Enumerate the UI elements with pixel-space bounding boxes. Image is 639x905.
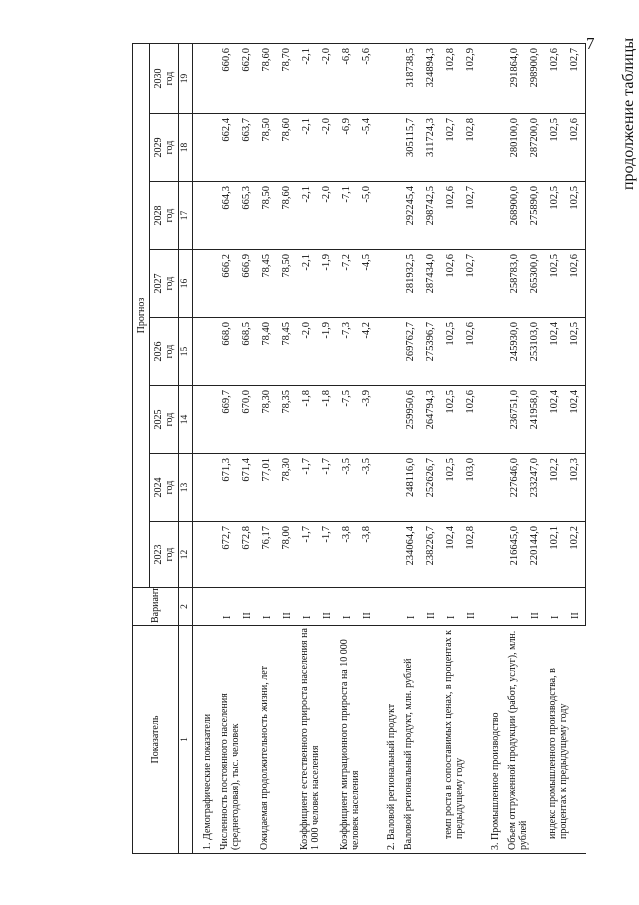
value-cell: 291864,0 xyxy=(505,44,525,114)
value-cell: 102,4 xyxy=(441,522,461,588)
value-cell: -1,7 xyxy=(297,454,317,522)
indicator-label: Коэффициент естественного прироста населения на 1 000 человек населения xyxy=(297,626,337,854)
empty-cell xyxy=(481,454,505,522)
value-cell: 102,4 xyxy=(545,318,565,386)
value-cell: -7,3 xyxy=(337,318,357,386)
header-year-value: 2030 xyxy=(153,68,164,89)
header-year-2024 xyxy=(150,454,179,522)
value-cell: -3,5 xyxy=(337,454,357,522)
value-cell: 102,5 xyxy=(565,182,586,250)
header-year-unit: год xyxy=(164,547,175,562)
table-row xyxy=(257,44,277,854)
column-number: 14 xyxy=(179,386,193,454)
value-cell: 672,7 xyxy=(217,522,237,588)
value-cell: 666,9 xyxy=(237,250,257,318)
indicator-label: Объем отгруженной продукции (работ, услуг), млн. рублей xyxy=(505,626,545,854)
value-cell: -3,8 xyxy=(357,522,377,588)
value-cell: 265300,0 xyxy=(525,250,545,318)
value-cell: -7,1 xyxy=(337,182,357,250)
empty-cell xyxy=(377,114,401,182)
value-cell: 662,0 xyxy=(237,44,257,114)
page-number: 7 xyxy=(586,34,595,53)
value-cell: 670,0 xyxy=(237,386,257,454)
empty-cell xyxy=(193,250,218,318)
header-year-value: 2027 xyxy=(153,273,164,294)
header-year-value: 2025 xyxy=(153,409,164,430)
section-row xyxy=(193,44,218,854)
value-cell: 102,4 xyxy=(565,386,586,454)
table-row xyxy=(217,44,237,854)
variant-cell: II xyxy=(357,588,377,626)
value-cell: 78,70 xyxy=(277,44,297,114)
table-row xyxy=(337,44,357,854)
value-cell: -2,1 xyxy=(297,44,317,114)
value-cell: 78,50 xyxy=(257,114,277,182)
value-cell: 102,9 xyxy=(461,44,481,114)
variant-cell: II xyxy=(525,588,545,626)
empty-cell xyxy=(481,386,505,454)
value-cell: -1,7 xyxy=(297,522,317,588)
header-year-value: 2026 xyxy=(153,341,164,362)
value-cell: 666,2 xyxy=(217,250,237,318)
indicator-label: индекс промышленного производства, в процентах к предыдущему году xyxy=(545,626,586,854)
value-cell: 78,60 xyxy=(277,182,297,250)
continuation-label: продолжение таблицы xyxy=(620,37,637,190)
value-cell: 78,40 xyxy=(257,318,277,386)
table-row xyxy=(297,44,317,854)
header-year-value: 2024 xyxy=(153,477,164,498)
value-cell: 102,8 xyxy=(461,114,481,182)
value-cell: -1,7 xyxy=(317,454,337,522)
value-cell: 238226,7 xyxy=(421,522,441,588)
empty-cell xyxy=(377,250,401,318)
value-cell: 102,5 xyxy=(565,318,586,386)
table-row xyxy=(401,44,421,854)
value-cell: 102,4 xyxy=(545,386,565,454)
value-cell: 241958,0 xyxy=(525,386,545,454)
empty-cell xyxy=(193,114,218,182)
header-year-unit: год xyxy=(164,412,175,427)
value-cell: 102,1 xyxy=(545,522,565,588)
value-cell: 668,5 xyxy=(237,318,257,386)
value-cell: 311724,3 xyxy=(421,114,441,182)
header-year-2025 xyxy=(150,386,179,454)
empty-cell xyxy=(481,588,505,626)
value-cell: 660,6 xyxy=(217,44,237,114)
forecast-table xyxy=(132,43,586,854)
column-number: 19 xyxy=(179,44,193,114)
header-year-value: 2028 xyxy=(153,205,164,226)
variant-cell: II xyxy=(317,588,337,626)
value-cell: 292245,4 xyxy=(401,182,421,250)
header-year-unit: год xyxy=(164,208,175,223)
value-cell: 102,5 xyxy=(441,386,461,454)
value-cell: 102,6 xyxy=(461,318,481,386)
value-cell: -4,5 xyxy=(357,250,377,318)
value-cell: 103,0 xyxy=(461,454,481,522)
value-cell: 78,50 xyxy=(277,250,297,318)
header-column-numbers xyxy=(179,44,193,854)
variant-cell: II xyxy=(237,588,257,626)
value-cell: 78,30 xyxy=(277,454,297,522)
variant-cell: I xyxy=(441,588,461,626)
column-number: 16 xyxy=(179,250,193,318)
value-cell: -4,2 xyxy=(357,318,377,386)
variant-cell: I xyxy=(297,588,317,626)
value-cell: 259950,6 xyxy=(401,386,421,454)
value-cell: 248116,0 xyxy=(401,454,421,522)
value-cell: 102,6 xyxy=(545,44,565,114)
indicator-label: Коэффициент миграционного прироста на 10 000 человек населения xyxy=(337,626,377,854)
value-cell: 253103,0 xyxy=(525,318,545,386)
header-year-2023 xyxy=(150,522,179,588)
section-row xyxy=(377,44,401,854)
column-number: 15 xyxy=(179,318,193,386)
value-cell: 78,60 xyxy=(277,114,297,182)
value-cell: 78,35 xyxy=(277,386,297,454)
table-row xyxy=(441,44,461,854)
value-cell: 102,6 xyxy=(441,250,461,318)
column-number: 18 xyxy=(179,114,193,182)
value-cell: 78,50 xyxy=(257,182,277,250)
value-cell: 102,6 xyxy=(565,250,586,318)
value-cell: 269762,7 xyxy=(401,318,421,386)
header-year-value: 2029 xyxy=(153,137,164,158)
variant-cell: I xyxy=(257,588,277,626)
value-cell: -2,1 xyxy=(297,182,317,250)
value-cell: 669,7 xyxy=(217,386,237,454)
value-cell: -2,0 xyxy=(317,44,337,114)
value-cell: -3,8 xyxy=(337,522,357,588)
value-cell: 264794,3 xyxy=(421,386,441,454)
value-cell: -1,7 xyxy=(317,522,337,588)
value-cell: -6,9 xyxy=(337,114,357,182)
value-cell: 298900,0 xyxy=(525,44,545,114)
variant-cell: II xyxy=(461,588,481,626)
value-cell: 668,0 xyxy=(217,318,237,386)
indicator-label: темп роста в сопоставимых ценах, в процентах к предыдущему году xyxy=(441,626,481,854)
value-cell: 275396,7 xyxy=(421,318,441,386)
header-year-value: 2023 xyxy=(153,544,164,565)
value-cell: 275890,0 xyxy=(525,182,545,250)
value-cell: 102,2 xyxy=(565,522,586,588)
value-cell: 102,5 xyxy=(545,114,565,182)
header-year-unit: год xyxy=(164,480,175,495)
empty-cell xyxy=(193,386,218,454)
empty-cell xyxy=(193,454,218,522)
header-year-unit: год xyxy=(164,71,175,86)
empty-cell xyxy=(193,588,218,626)
empty-cell xyxy=(481,182,505,250)
variant-cell: I xyxy=(505,588,525,626)
empty-cell xyxy=(481,250,505,318)
value-cell: 102,7 xyxy=(461,250,481,318)
value-cell: 287434,0 xyxy=(421,250,441,318)
indicator-label: Ожидаемая продолжительность жизни, лет xyxy=(257,626,297,854)
value-cell: 318738,5 xyxy=(401,44,421,114)
value-cell: -5,4 xyxy=(357,114,377,182)
value-cell: 287200,0 xyxy=(525,114,545,182)
empty-cell xyxy=(481,318,505,386)
value-cell: 252626,7 xyxy=(421,454,441,522)
section-title: 2. Валовой региональный продукт xyxy=(377,626,401,854)
empty-cell xyxy=(377,588,401,626)
value-cell: -2,1 xyxy=(297,114,317,182)
value-cell: -3,9 xyxy=(357,386,377,454)
value-cell: 665,3 xyxy=(237,182,257,250)
value-cell: -1,9 xyxy=(317,250,337,318)
value-cell: 234064,4 xyxy=(401,522,421,588)
value-cell: 220144,0 xyxy=(525,522,545,588)
value-cell: 77,01 xyxy=(257,454,277,522)
value-cell: 102,7 xyxy=(565,44,586,114)
value-cell: 671,3 xyxy=(217,454,237,522)
empty-cell xyxy=(193,44,218,114)
value-cell: -6,8 xyxy=(337,44,357,114)
value-cell: 102,7 xyxy=(441,114,461,182)
value-cell: 102,8 xyxy=(441,44,461,114)
value-cell: -1,9 xyxy=(317,318,337,386)
value-cell: -1,8 xyxy=(317,386,337,454)
header-year-unit: год xyxy=(164,276,175,291)
table-row xyxy=(545,44,565,854)
value-cell: 305115,7 xyxy=(401,114,421,182)
section-title: 1. Демографические показатели xyxy=(193,626,218,854)
value-cell: 102,5 xyxy=(441,454,461,522)
header-year-2029 xyxy=(150,114,179,182)
table-row xyxy=(505,44,525,854)
value-cell: -2,0 xyxy=(317,114,337,182)
value-cell: 672,8 xyxy=(237,522,257,588)
table-body xyxy=(193,44,586,854)
value-cell: 102,6 xyxy=(565,114,586,182)
value-cell: 78,30 xyxy=(257,386,277,454)
section-title: 3. Промышленное производство xyxy=(481,626,505,854)
value-cell: 78,45 xyxy=(257,250,277,318)
value-cell: 324894,3 xyxy=(421,44,441,114)
value-cell: 233247,0 xyxy=(525,454,545,522)
empty-cell xyxy=(193,318,218,386)
value-cell: -7,2 xyxy=(337,250,357,318)
value-cell: 78,45 xyxy=(277,318,297,386)
header-year-2030 xyxy=(150,44,179,114)
empty-cell xyxy=(481,522,505,588)
empty-cell xyxy=(377,44,401,114)
value-cell: 102,7 xyxy=(461,182,481,250)
header-year-2027 xyxy=(150,250,179,318)
indicator-label: Численность постоянного населения (среднегодовая), тыс. человек xyxy=(217,626,257,854)
variant-cell: I xyxy=(545,588,565,626)
value-cell: -1,8 xyxy=(297,386,317,454)
value-cell: 662,4 xyxy=(217,114,237,182)
empty-cell xyxy=(377,522,401,588)
value-cell: 664,3 xyxy=(217,182,237,250)
header-indicator: Показатель xyxy=(133,626,179,854)
column-number: 13 xyxy=(179,454,193,522)
value-cell: -5,0 xyxy=(357,182,377,250)
value-cell: 102,8 xyxy=(461,522,481,588)
value-cell: 102,5 xyxy=(545,250,565,318)
value-cell: 102,2 xyxy=(545,454,565,522)
value-cell: 102,6 xyxy=(441,182,461,250)
value-cell: 78,60 xyxy=(257,44,277,114)
variant-cell: II xyxy=(421,588,441,626)
column-number: 1 xyxy=(179,626,193,854)
variant-cell: I xyxy=(217,588,237,626)
column-number: 17 xyxy=(179,182,193,250)
value-cell: 102,5 xyxy=(441,318,461,386)
value-cell: -2,1 xyxy=(297,250,317,318)
empty-cell xyxy=(481,114,505,182)
header-forecast: Прогноз xyxy=(133,44,150,588)
variant-cell: I xyxy=(401,588,421,626)
empty-cell xyxy=(377,386,401,454)
empty-cell xyxy=(193,522,218,588)
header-variant: Вариант xyxy=(133,588,179,626)
value-cell: 258783,0 xyxy=(505,250,525,318)
value-cell: 298742,5 xyxy=(421,182,441,250)
variant-cell: II xyxy=(277,588,297,626)
header-year-unit: год xyxy=(164,140,175,155)
empty-cell xyxy=(377,182,401,250)
value-cell: 280100,0 xyxy=(505,114,525,182)
value-cell: 245930,0 xyxy=(505,318,525,386)
header-year-2028 xyxy=(150,182,179,250)
empty-cell xyxy=(481,44,505,114)
value-cell: -7,5 xyxy=(337,386,357,454)
value-cell: 78,00 xyxy=(277,522,297,588)
value-cell: -2,0 xyxy=(297,318,317,386)
section-row xyxy=(481,44,505,854)
rotated-table-container xyxy=(132,44,592,854)
value-cell: 102,3 xyxy=(565,454,586,522)
value-cell: 671,4 xyxy=(237,454,257,522)
empty-cell xyxy=(193,182,218,250)
value-cell: 216645,0 xyxy=(505,522,525,588)
indicator-label: Валовой региональный продукт, млн. рублей xyxy=(401,626,441,854)
value-cell: 236751,0 xyxy=(505,386,525,454)
value-cell: 76,17 xyxy=(257,522,277,588)
value-cell: -2,0 xyxy=(317,182,337,250)
value-cell: 281932,5 xyxy=(401,250,421,318)
value-cell: 102,6 xyxy=(461,386,481,454)
header-year-2026 xyxy=(150,318,179,386)
value-cell: 663,7 xyxy=(237,114,257,182)
variant-cell: II xyxy=(565,588,586,626)
empty-cell xyxy=(377,454,401,522)
header-year-unit: год xyxy=(164,344,175,359)
value-cell: 268900,0 xyxy=(505,182,525,250)
variant-cell: I xyxy=(337,588,357,626)
value-cell: -5,6 xyxy=(357,44,377,114)
value-cell: -3,5 xyxy=(357,454,377,522)
column-number: 12 xyxy=(179,522,193,588)
value-cell: 227646,0 xyxy=(505,454,525,522)
value-cell: 102,5 xyxy=(545,182,565,250)
column-number: 2 xyxy=(179,588,193,626)
empty-cell xyxy=(377,318,401,386)
table-stage xyxy=(132,44,592,854)
